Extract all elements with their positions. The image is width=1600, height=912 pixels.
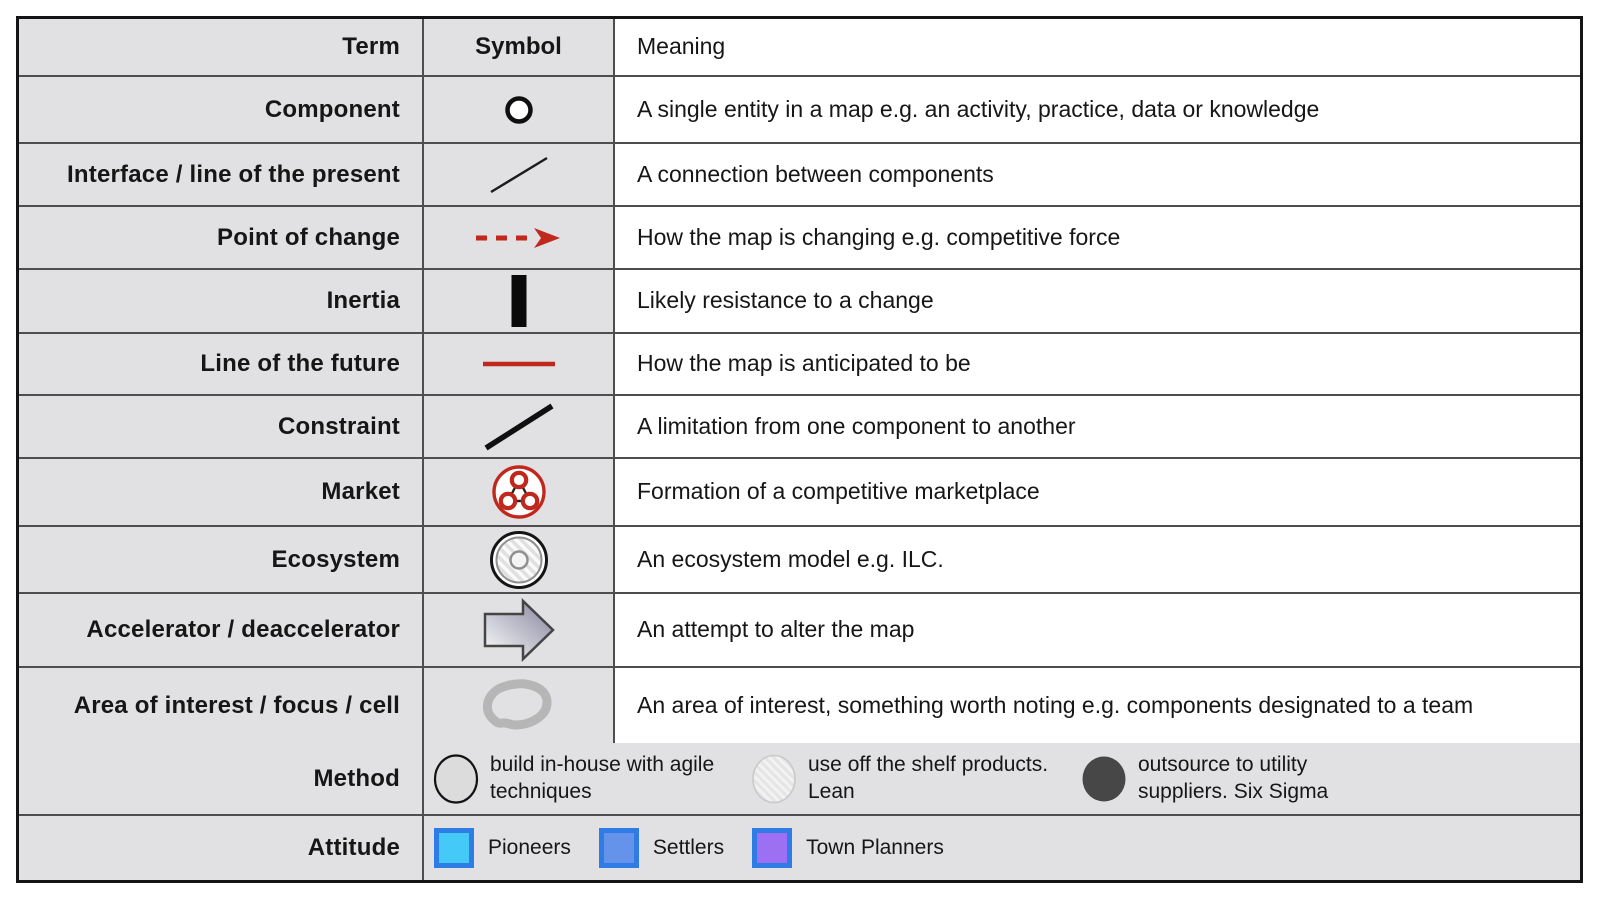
symbol-header-cell: [424, 19, 615, 75]
constraint-line-icon: [480, 401, 558, 453]
table-row: [19, 207, 1580, 270]
term-label: Point of change: [217, 223, 400, 251]
term-label: Interface / line of the present: [67, 160, 400, 188]
method-item: [1080, 752, 1350, 805]
meaning-text: How the map is anticipated to be: [637, 350, 971, 377]
method-item: [750, 752, 1080, 805]
attitude-item: [752, 828, 944, 868]
term-label: Accelerator / deaccelerator: [86, 616, 400, 643]
meaning-cell: [615, 270, 1580, 332]
table-header-row: [19, 19, 1580, 77]
term-cell: [19, 396, 424, 457]
meaning-cell: [615, 77, 1580, 142]
term-cell: [19, 459, 424, 525]
term-cell: [19, 334, 424, 394]
meaning-text: Formation of a competitive marketplace: [637, 478, 1040, 505]
table-row: [19, 396, 1580, 459]
term-label: Component: [264, 95, 400, 123]
method-item-label: build in-house with agile techniques: [490, 753, 715, 803]
term-cell: [19, 207, 424, 268]
term-cell: [19, 668, 424, 743]
attitude-item: [434, 828, 571, 868]
symbol-cell: [424, 334, 615, 394]
term-label: Area of interest / focus / cell: [73, 691, 400, 719]
attitude-item-label: Settlers: [652, 836, 725, 859]
term-cell: [19, 743, 424, 814]
term-label: Attitude: [307, 834, 400, 861]
table-row: [19, 668, 1580, 743]
meaning-text: A connection between components: [637, 160, 994, 187]
town-planners-swatch-icon: [752, 828, 792, 868]
term-cell: [19, 144, 424, 205]
meaning-text: An attempt to alter the map: [637, 616, 915, 643]
symbol-cell: [424, 459, 615, 525]
symbol-cell: [424, 668, 615, 743]
table-row: [19, 594, 1580, 668]
meaning-cell: [615, 668, 1580, 743]
table-row: [19, 527, 1580, 594]
symbol-cell: [424, 144, 615, 205]
legend-table: [16, 16, 1583, 883]
method-item: [432, 752, 750, 805]
meaning-text: Likely resistance to a change: [637, 287, 934, 314]
accelerator-arrow-icon: [480, 598, 558, 662]
method-row: [19, 743, 1580, 816]
term-label: Method: [313, 764, 400, 792]
method-items-cell: [424, 743, 1580, 814]
point-of-change-arrow-icon: [473, 225, 565, 251]
off-the-shelf-circle-icon: [750, 753, 798, 805]
attitude-items-cell: [424, 816, 1580, 880]
meaning-cell: [615, 334, 1580, 394]
term-label: Constraint: [278, 412, 400, 440]
ecosystem-icon: [488, 529, 550, 591]
symbol-cell: [424, 207, 615, 268]
term-cell: [19, 270, 424, 332]
outsource-circle-icon: [1080, 754, 1128, 804]
attitude-item-label: Town Planners: [806, 836, 944, 859]
method-item-label: use off the shelf products. Lean: [808, 753, 1049, 803]
build-in-house-circle-icon: [432, 753, 480, 805]
attitude-item-label: Pioneers: [488, 836, 571, 859]
table-row: [19, 144, 1580, 207]
meaning-header-label: Meaning: [637, 33, 726, 60]
term-header-cell: [19, 19, 424, 75]
meaning-text: An area of interest, something worth noting e.g. components designated to a team: [637, 691, 1474, 718]
symbol-cell: [424, 396, 615, 457]
settlers-swatch-icon: [599, 828, 639, 868]
meaning-cell: [615, 527, 1580, 592]
area-of-interest-icon: [477, 676, 561, 736]
meaning-text: An ecosystem model e.g. ILC.: [637, 545, 944, 572]
table-row: [19, 459, 1580, 527]
term-label: Market: [321, 478, 400, 505]
meaning-text: How the map is changing e.g. competitive force: [637, 223, 1121, 250]
interface-line-icon: [487, 154, 551, 196]
pioneers-swatch-icon: [434, 828, 474, 868]
term-cell: [19, 527, 424, 592]
meaning-cell: [615, 207, 1580, 268]
method-item-label: outsource to utility suppliers. Six Sigma: [1138, 753, 1329, 803]
table-row: [19, 334, 1580, 396]
attitude-item: [599, 828, 724, 868]
market-icon: [490, 463, 548, 521]
attitude-row: [19, 816, 1580, 880]
meaning-cell: [615, 396, 1580, 457]
inertia-bar-icon: [510, 273, 528, 329]
meaning-cell: [615, 144, 1580, 205]
symbol-cell: [424, 527, 615, 592]
meaning-header-cell: [615, 19, 1580, 75]
term-label: Line of the future: [200, 350, 400, 377]
meaning-cell: [615, 594, 1580, 666]
meaning-text: A single entity in a map e.g. an activity, practice, data or knowledge: [637, 95, 1320, 122]
symbol-cell: [424, 77, 615, 142]
component-circle-icon: [502, 93, 536, 127]
term-header-label: Term: [342, 33, 400, 60]
meaning-cell: [615, 459, 1580, 525]
table-row: [19, 270, 1580, 334]
meaning-text: A limitation from one component to another: [637, 412, 1076, 439]
term-cell: [19, 77, 424, 142]
term-cell: [19, 594, 424, 666]
term-label: Ecosystem: [271, 545, 400, 573]
table-row: [19, 77, 1580, 144]
line-of-future-icon: [481, 359, 557, 369]
symbol-cell: [424, 270, 615, 332]
symbol-header-label: Symbol: [475, 33, 562, 60]
symbol-cell: [424, 594, 615, 666]
term-cell: [19, 816, 424, 880]
term-label: Inertia: [326, 287, 400, 314]
